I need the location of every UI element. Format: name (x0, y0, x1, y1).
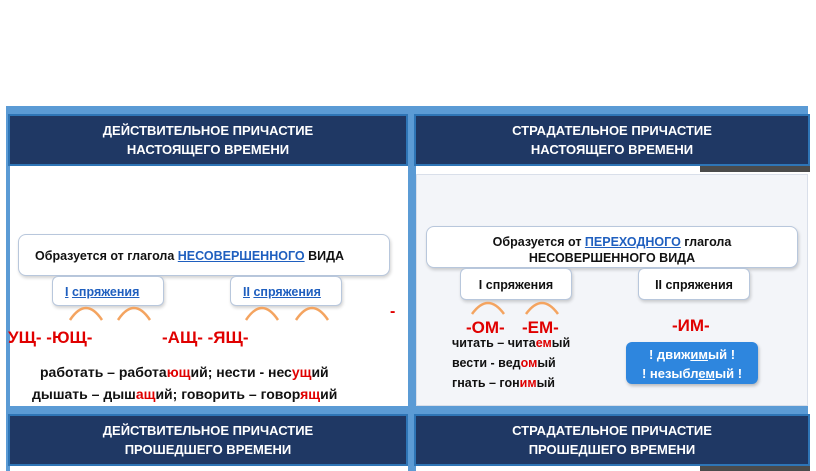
arc-icon (70, 308, 102, 320)
conj1-num[interactable]: I (65, 285, 69, 299)
rule-line-2: НЕСОВЕРШЕННОГО ВИДА (528, 251, 696, 265)
suffix-em: -ЕМ- (522, 318, 559, 337)
ex-text: ий; нести - нес (190, 364, 292, 380)
header-line-1: СТРАДАТЕЛЬНОЕ ПРИЧАСТИЕ (512, 123, 712, 138)
conj2-num[interactable]: II (243, 285, 250, 299)
conj1-word[interactable]: спряжения (71, 285, 140, 299)
suffixes-conj1: УЩ- -ЮЩ- (8, 328, 93, 347)
conj2-word[interactable]: спряжения (253, 285, 321, 299)
ex-suffix: ем (535, 336, 552, 350)
ex-suffix: ющ (166, 364, 191, 380)
ex-text: вести - вед (452, 356, 521, 370)
ex-suffix: ящ (300, 386, 321, 402)
arc-icon (296, 308, 328, 320)
rule-prefix: Образуется от (492, 235, 585, 249)
badge-suffix: им (690, 347, 708, 362)
suffix-om: -ОМ- (466, 318, 505, 337)
header-line-2: ПРОШЕДШЕГО ВРЕМЕНИ (124, 442, 292, 457)
header-line-2: НАСТОЯЩЕГО ВРЕМЕНИ (126, 142, 290, 157)
arc-icon (246, 308, 278, 320)
header-line-2: НАСТОЯЩЕГО ВРЕМЕНИ (530, 142, 694, 157)
ex-text: гнать – гон (452, 376, 520, 390)
ex-text: ый (536, 376, 555, 390)
suffix-im: -ИМ- (672, 316, 710, 335)
ex-text: дышать – дыш (32, 386, 136, 402)
header-line-1: ДЕЙСТВИТЕЛЬНОЕ ПРИЧАСТИЕ (102, 123, 314, 138)
header-line-1: СТРАДАТЕЛЬНОЕ ПРИЧАСТИЕ (512, 423, 712, 438)
ex-text: ый (537, 356, 556, 370)
arc-icon (526, 303, 558, 314)
arc-icon (472, 303, 504, 314)
ex-suffix: ущ (291, 364, 312, 380)
suffixes-conj2: -АЩ- -ЯЩ- (162, 328, 249, 347)
ex-text: ий (320, 386, 338, 402)
ex-text: читать – чита (452, 336, 536, 350)
ex-text: ый (551, 336, 571, 350)
ex-suffix: ащ (135, 386, 156, 402)
ex-suffix: ом (520, 356, 538, 370)
conj1-label: I спряжения (478, 278, 554, 292)
conj2-label: II спряжения (655, 278, 733, 292)
badge-text: ! незыбл (641, 366, 699, 381)
ex-text: ий (311, 364, 329, 380)
rule-link-imperfective[interactable]: НЕСОВЕРШЕННОГО (177, 249, 305, 263)
header-line-1: ДЕЙСТВИТЕЛЬНОЕ ПРИЧАСТИЕ (102, 423, 314, 438)
rule-suffix: глагола (680, 235, 732, 249)
arc-icon (118, 308, 150, 320)
ex-text: работать – работа (40, 364, 167, 380)
badge-text: ый ! (715, 366, 743, 381)
ex-suffix: им (519, 376, 537, 390)
badge-text: ый ! (707, 347, 736, 362)
rule-prefix: Образуется от глагола (35, 249, 178, 263)
rule-link-transitive[interactable]: ПЕРЕХОДНОГО (584, 235, 681, 249)
header-line-2: ПРОШЕДШЕГО ВРЕМЕНИ (528, 442, 696, 457)
rule-suffix: ВИДА (304, 249, 345, 263)
badge-text: ! движ (648, 347, 691, 362)
ex-text: ий; говорить – говор (155, 386, 301, 402)
badge-suffix: ем (698, 366, 716, 381)
stray-dash: - (390, 303, 396, 320)
